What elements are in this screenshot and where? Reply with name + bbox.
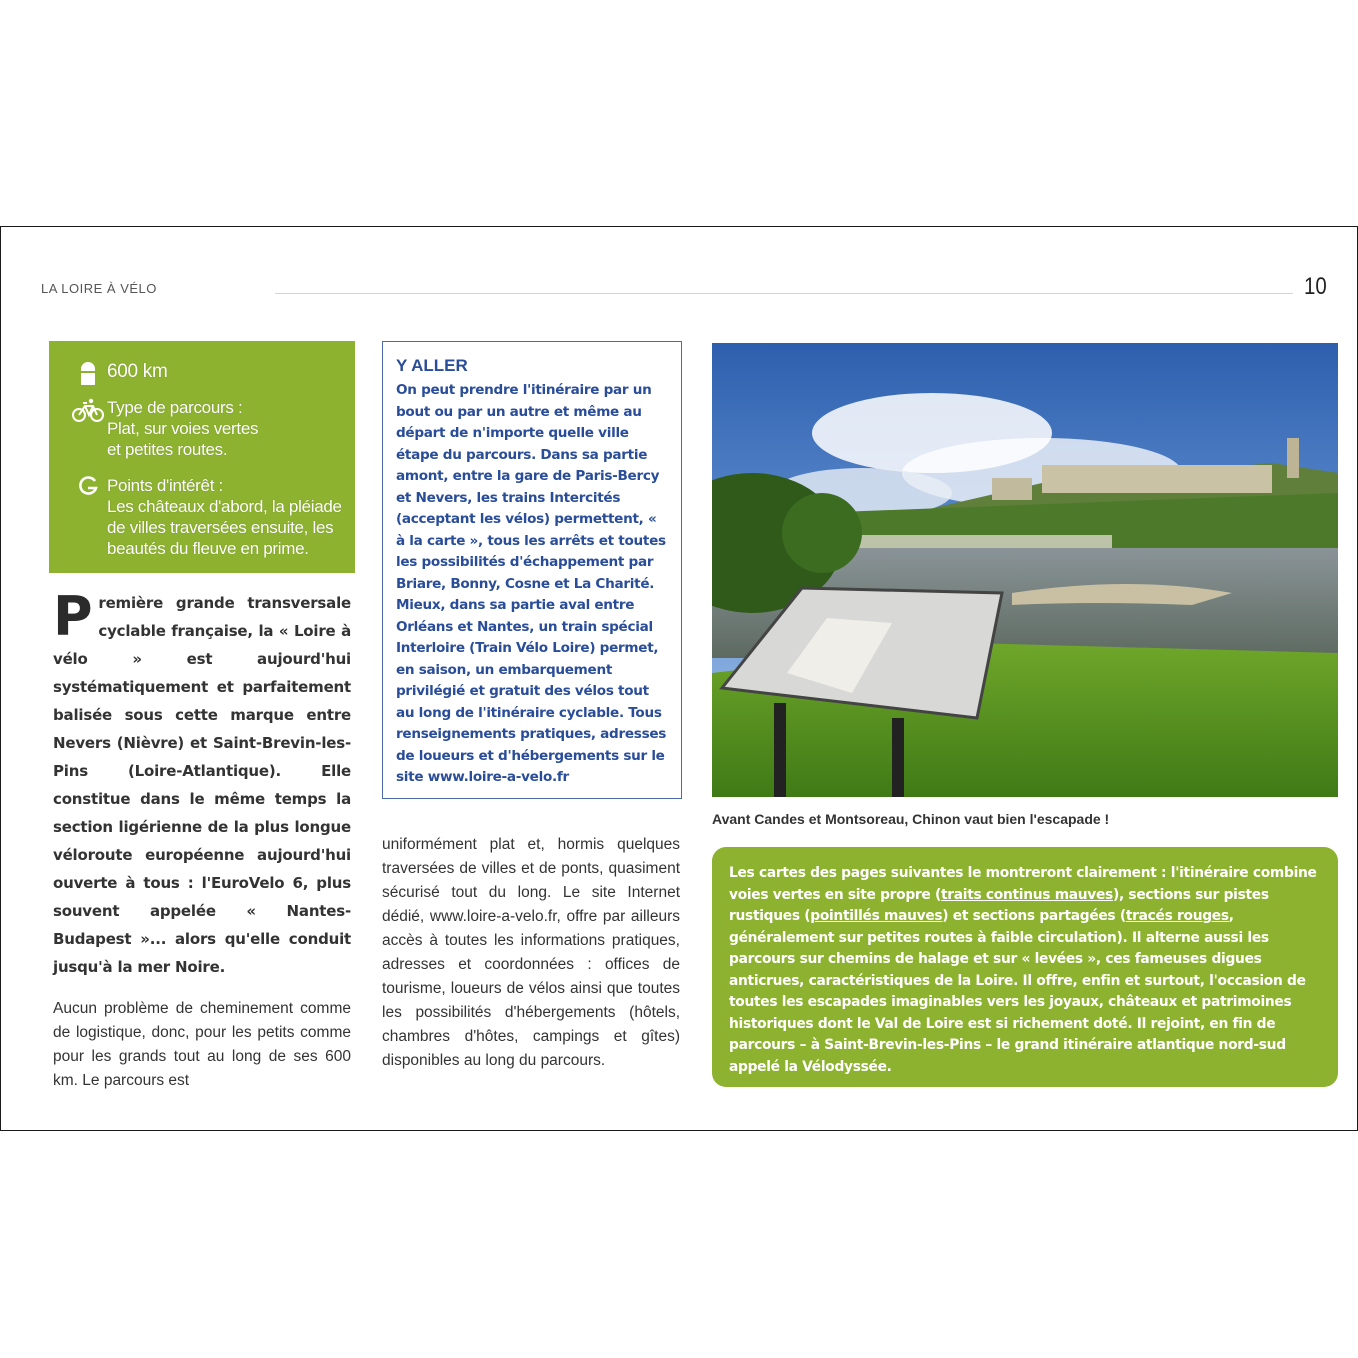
sight-icon [69,475,107,501]
y-aller-title: Y ALLER [396,356,468,375]
running-title: LA LOIRE À VÉLO [41,281,157,296]
distance-row: 600 km [69,361,168,387]
column2-body: uniformément plat et, hormis quelques traversées de villes et de ponts, quasiment sécurisé tout du long. Le site Internet dédié, www.loire-a-velo.fr, offre par ailleurs accès à toutes les informations pratiques, adresses et coordonnées : offices de tourisme, loueurs de vélos ainsi que toutes les possibilités d'hébergements (hôtels, chambres d'hôtes, campings et gîtes) disponibles au long du parcours. [382,836,680,1069]
lead-paragraph: Première grande transversale cyclable française, la « Loire à vélo » est aujourd'hui systématiquement et parfaitement balisée sous cette marque entre Nevers (Nièvre) et Saint-Brevin-les-Pins (Loire-Atlantique). Elle constitue dans le même temps la section ligérienne de la plus longue véloroute européenne aujourd'hui ouverte à tous : l'EuroVelo 6, plus souvent appelée « Nantes-Budapest »... alors qu'elle conduit jusqu'à la mer Noire. [53,585,351,976]
y-aller-text: On peut prendre l'itinéraire par un bout ou par un autre et même au départ de n'importe quelle ville étape du parcours. Dans sa partie amont, entre la gare de Paris-Bercy et Nevers, les trains Intercités (acceptant les vélos) permettent, « à la carte », tous les arrêts et toutes les possibilités d'échappement par Briare, Bonny, Cosne et La Charité. Mieux, dans sa partie aval entre Orléans et Nantes, un train spécial Interloire (Train Vélo Loire) permet, en saison, un embarquement privilégié et gratuit des vélos tout au long de l'itinéraire cyclable. Tous renseignements pratiques, adresses de loueurs et d'hébergements sur le site www.loire-a-velo.fr [396,382,667,785]
route-type-row: Type de parcours : Plat, sur voies vertes et petites routes. [69,397,258,460]
points-of-interest-row: Points d'intérêt : Les châteaux d'abord, la pléiade de villes traversées ensuite, les beautés du fleuve en prime. [69,475,342,559]
y-aller-box [382,341,682,799]
chinon-photo [712,343,1338,797]
bicycle-icon [69,397,107,423]
header-rule [275,293,1293,294]
book-page [0,226,1358,1131]
route-info-box [49,341,355,573]
drop-cap: P [53,585,93,648]
map-note-text: Les cartes des pages suivantes le montreront clairement : l'itinéraire combine voies vertes en site propre (traits continus mauves), sections sur pistes rustiques (pointillés mauves) et sections partagées (tracés rouges, généralement sur petites routes à faible circulation). Il alterne aussi les parcours sur chemins de halage et sur « levées », ces fameuses digues anticrues, caractéristiques de la Loire. Il offre, enfin et surtout, l'occasion de toutes les escapades imaginables vers les joyaux, châteaux et patrimoines historiques dont le Val de Loire est si richement doté. Il rejoint, en fin de parcours – à Saint-Brevin-les-Pins – le grand itinéraire atlantique nord-sud appelé la Vélodyssée. [729,865,1317,1075]
milestone-icon [69,361,107,387]
map-legend-note [712,847,1338,1087]
column1-body: Aucun problème de cheminement comme de logistique, donc, pour les petits comme pour les grands tout au long de ses 600 km. Le parcours est [53,1000,351,1089]
photo-caption: Avant Candes et Montsoreau, Chinon vaut bien l'escapade ! [712,811,1110,827]
page-number: 10 [1304,273,1327,300]
